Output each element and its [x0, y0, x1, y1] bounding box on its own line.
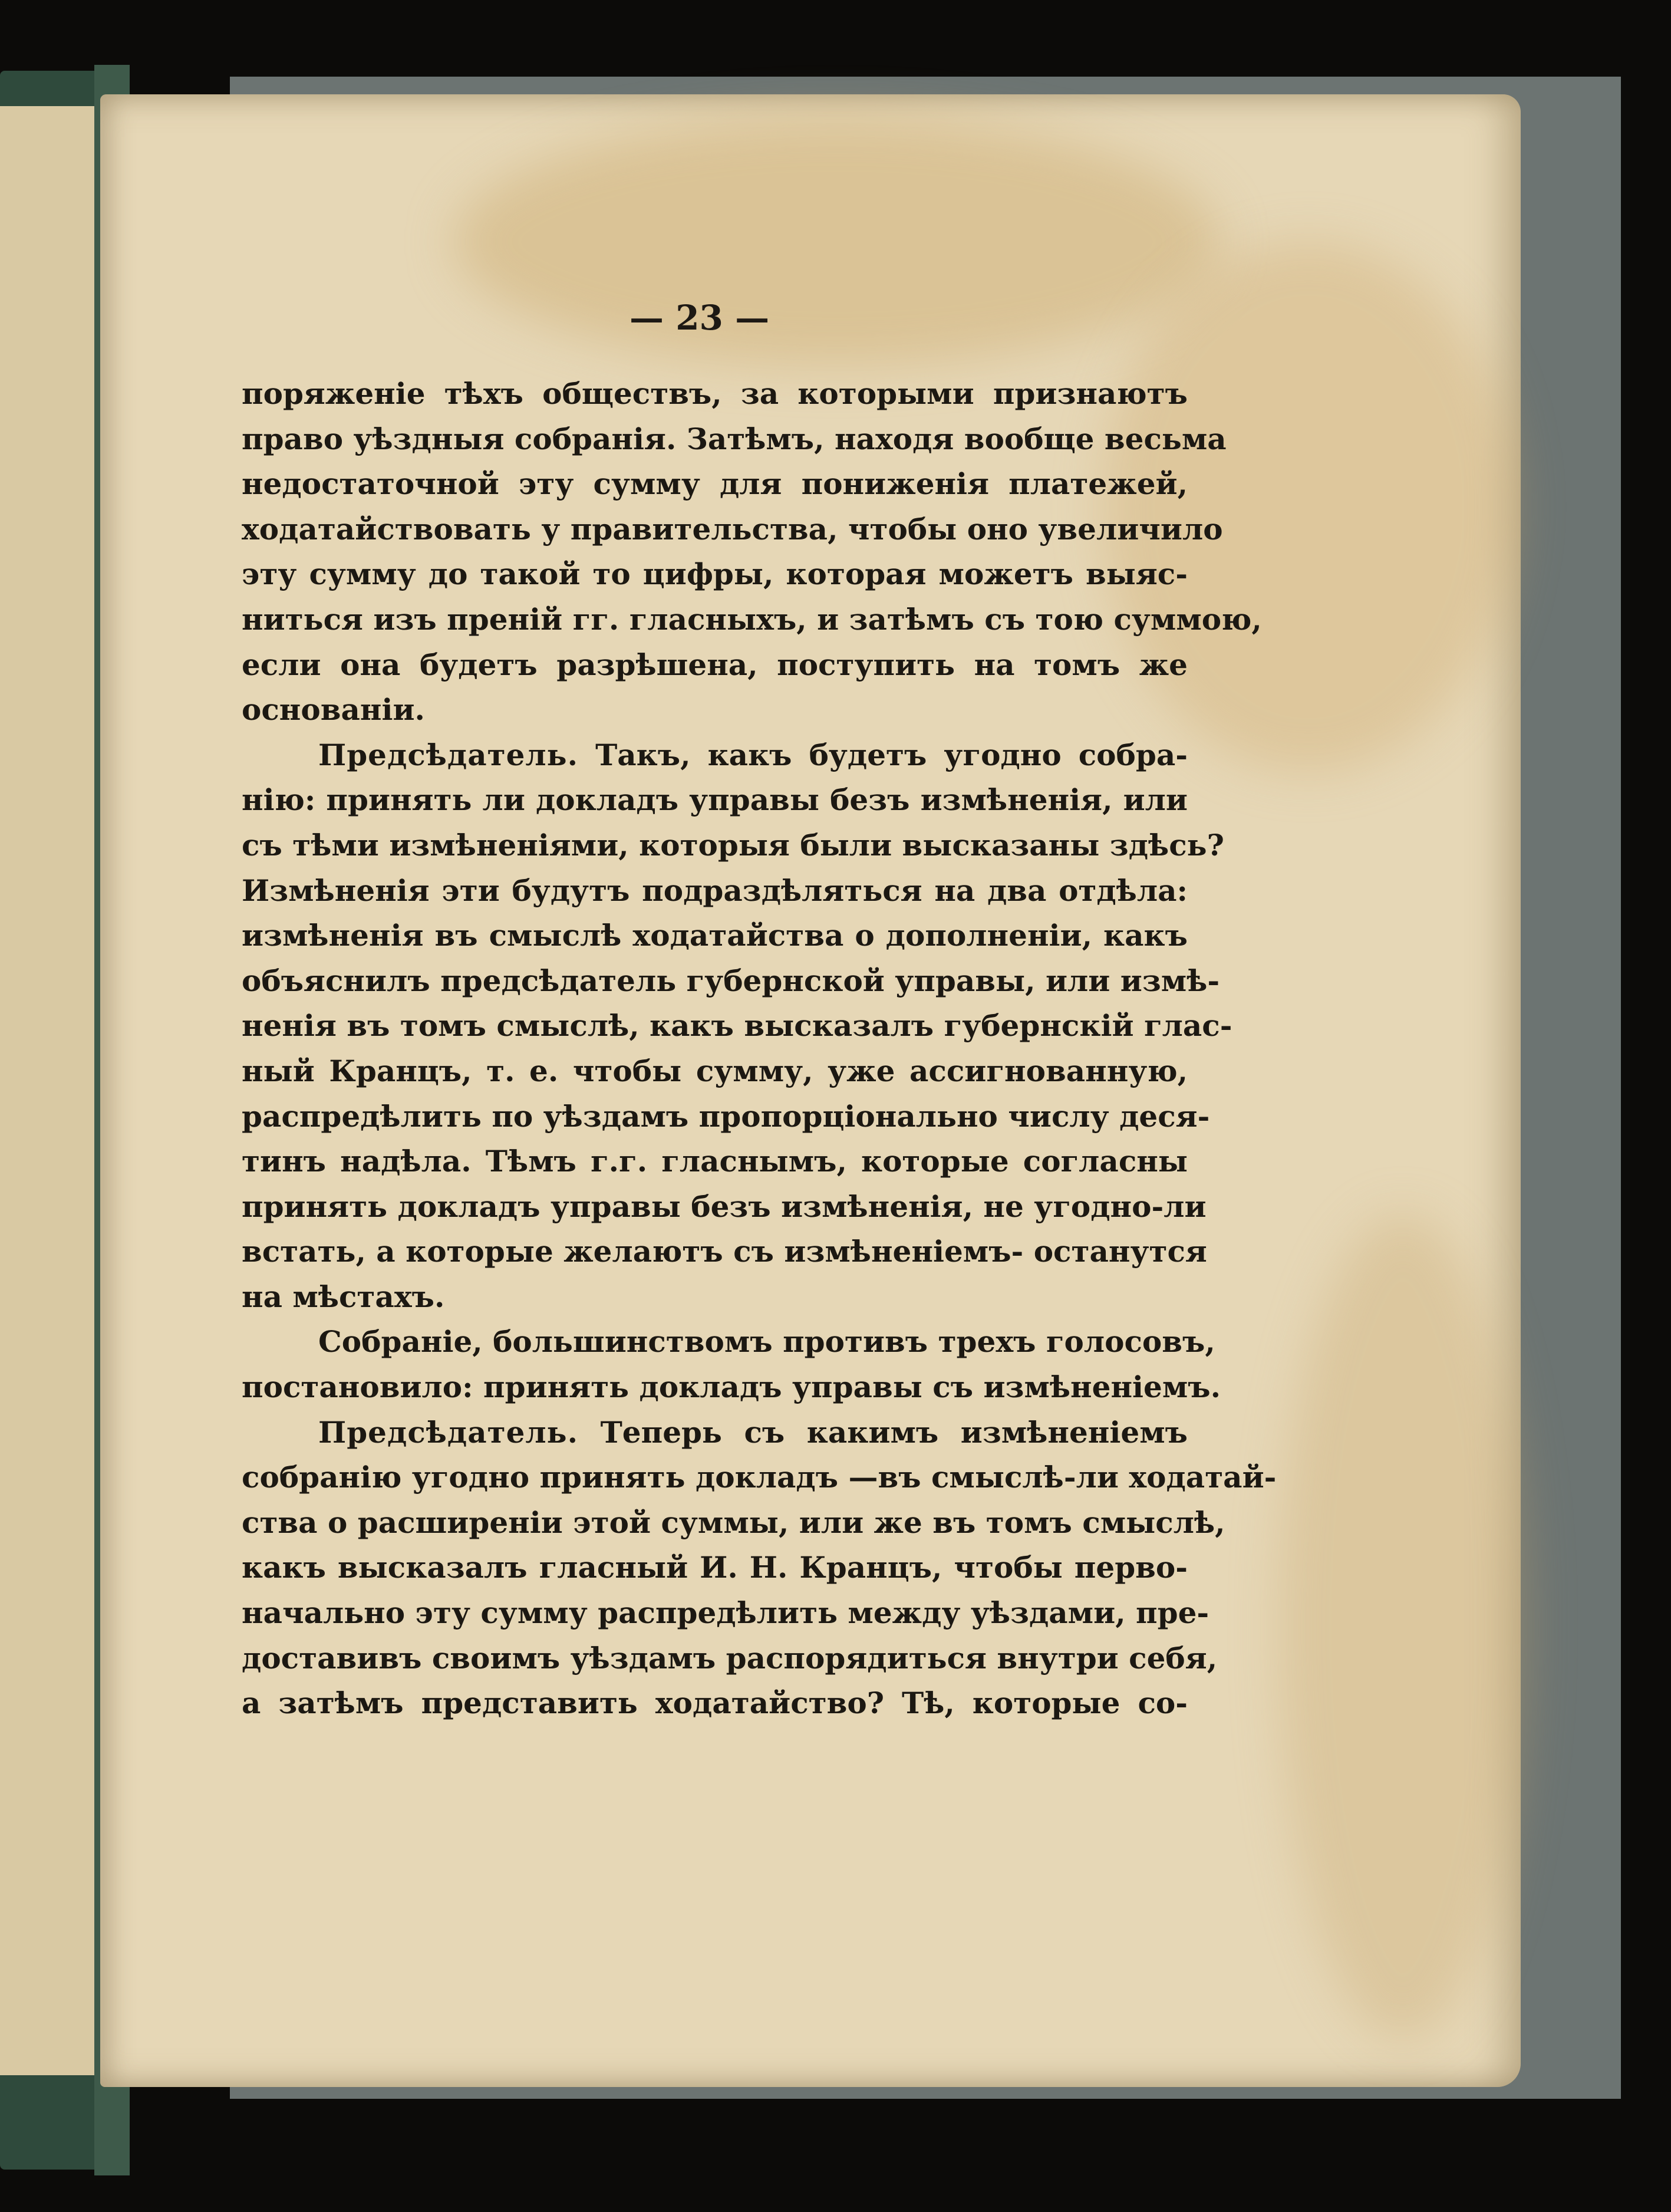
text-line: принять докладъ управы безъ измѣненія, не угодно-ли — [242, 1189, 1207, 1224]
speaker-name: Предсѣдатель. — [318, 737, 579, 772]
text-line: эту сумму до такой то цифры, которая можетъ выяс- — [242, 557, 1188, 592]
text-line: ный Кранцъ, т. е. чтобы сумму, уже ассигнованную, — [242, 1053, 1188, 1088]
text-line: начально эту сумму распредѣлить между уѣздами, пре- — [242, 1595, 1209, 1631]
speaker-line — [242, 733, 1188, 778]
text-line: основаніи. — [242, 692, 425, 728]
text-line: распредѣлить по уѣздамъ пропорціонально числу деся- — [242, 1098, 1210, 1134]
text-line: ненія въ томъ смыслѣ, какъ высказалъ губернскій глас- — [242, 1008, 1232, 1044]
text-line: объяснилъ предсѣдатель губернской управы, или измѣ- — [242, 963, 1220, 998]
speaker-text: Теперь съ какимъ измѣненіемъ — [600, 1414, 1188, 1450]
text-line: измѣненія въ смыслѣ ходатайства о дополненіи, какъ — [242, 918, 1188, 953]
speaker-line — [242, 1410, 1188, 1456]
text-line: постановило: принять докладъ управы съ измѣненіемъ. — [242, 1370, 1221, 1405]
text-line: если она будетъ разрѣшена, поступить на томъ же — [242, 647, 1188, 682]
text-line: Измѣненія эти будутъ подраздѣляться на два отдѣла: — [242, 873, 1188, 908]
text-line: право уѣздныя собранія. Затѣмъ, находя вообще весьма — [242, 421, 1227, 456]
text-line: какъ высказалъ гласный И. Н. Кранцъ, чтобы перво- — [242, 1550, 1188, 1585]
water-stain — [454, 118, 1220, 366]
text-line: ниться изъ преній гг. гласныхъ, и затѣмъ съ тою суммою, — [242, 601, 1262, 637]
speaker-text: Такъ, какъ будетъ угодно собра- — [595, 737, 1188, 772]
text-line: съ тѣми измѣненіями, которыя были высказаны здѣсь? — [242, 827, 1224, 863]
text-line: нію: принять ли докладъ управы безъ измѣненія, или — [242, 782, 1188, 818]
text-line: ходатайствовать у правительства, чтобы оно увеличило — [242, 511, 1223, 547]
text-line: на мѣстахъ. — [242, 1279, 445, 1314]
text-line: тинъ надѣла. Тѣмъ г.г. гласнымъ, которые согласны — [242, 1144, 1188, 1179]
speaker-name: Предсѣдатель. — [318, 1414, 579, 1450]
text-line: недостаточной эту сумму для пониженія платежей, — [242, 466, 1188, 502]
text-line: ства о расширеніи этой суммы, или же въ томъ смыслѣ, — [242, 1505, 1225, 1540]
text-line: собранію угодно принять докладъ —въ смыслѣ-ли ходатай- — [242, 1460, 1277, 1495]
text-line: а затѣмъ представить ходатайство? Тѣ, которые со- — [242, 1686, 1188, 1721]
edge-stain — [1279, 1214, 1527, 2040]
text-line: поряженіе тѣхъ обществъ, за которыми признаютъ — [242, 376, 1188, 411]
body-text — [242, 371, 1277, 1726]
text-line: встать, а которые желаютъ съ измѣненіемъ- останутся — [242, 1234, 1207, 1269]
facing-page-edge — [0, 106, 100, 2075]
page-number: — 23 — — [629, 298, 770, 338]
text-line: Собраніе, большинствомъ противъ трехъ голосовъ, — [318, 1324, 1215, 1360]
text-line: доставивъ своимъ уѣздамъ распорядиться внутри себя, — [242, 1640, 1218, 1676]
